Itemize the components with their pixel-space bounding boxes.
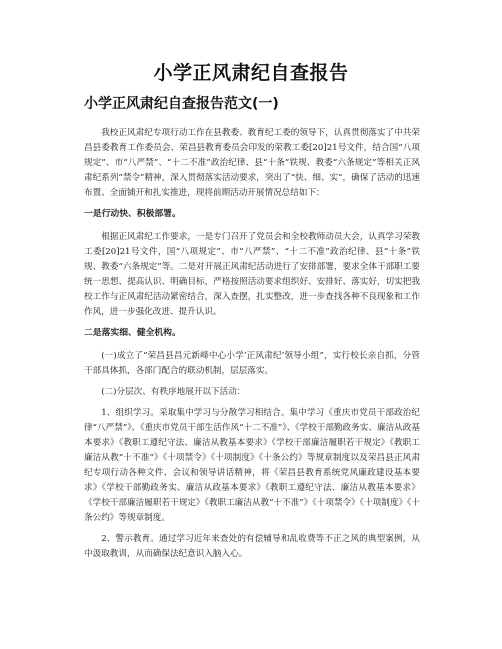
activity-study: 1、组织学习。采取集中学习与分散学习相结合。集中学习《重庆市党员干部政治纪律“八严禁”》、《重庆市党员干部生活作风“十二不准”》、《学校干部勤政务实、廉洁从政基本要求》《教职工遵纪守法、廉洁从教基本要求》《学校干部廉洁履职若干规定》《教职工廉洁从教“十不准”》《十项禁令》《十项制度》《十条公约》等规章制度以及荣昌县正风肃纪专项行动各种文件、会议和领导讲话精神，将《荣昌县教育系统党风廉政建设基本要求》《学校干部勤政务实、廉洁从政基本要求》《教职工遵纪守法、廉洁从教基本要求》《学校干部廉洁履职若干规定》《教职工廉洁从教“十不准”》《十项禁令》《十项制度》《十条公约》等规章制度。	[84, 408, 420, 523]
activity-warning-education: 2、警示教育。通过学习近年来查处的有偿辅导和乱收费等不正之风的典型案例，从中汲取教训，从而确保法纪意识入脑入心。	[84, 534, 420, 559]
section-2-item-2: (二)分层次、有秩序地展开以下活动：	[101, 387, 246, 397]
document-body	[84, 126, 420, 566]
intro-paragraph: 我校正风肃纪专项行动工作在县教委、教育纪工委的领导下，认真贯彻落实了中共荣昌县委教育工作委员会、荣昌县教育委员会印发的荣教工委[20]21号文件，结合国“八项规定”、市“八严禁”、“十二不准”政治纪律、县“十条”铁规、教委“六条规定”等相关正风肃纪系列“禁令”精神，深入贯彻落实活动要求，突出了“快、细、实”，确保了活动的迅速布置、全面铺开和扎实推进，现将前期活动开展情况总结如下：	[84, 128, 420, 198]
section-1-paragraph: 根据正风肃纪工作要求，一是专门召开了党员会和全校教师动员大会，认真学习荣教工委[20]21号文件，国“八项规定”、市“八严禁”、“十二不准”政治纪律、县“十条”铁规、教委“六条规定”等。二是对开展正风肃纪活动进行了安排部署，要求全体干部职工要统一思想、提高认识、明确目标，严格按照活动要求组织好、安排好、落实好，切实把我校工作与正风肃纪活动紧密结合，深入查摆，扎实整改，进一步查找各种不良现象和工作作风，进一步强化改进、提升认识。	[84, 232, 420, 317]
section-heading-2: 二是落实细、健全机构。	[84, 328, 181, 338]
section-heading-1: 一是行动快、积极部署。	[84, 209, 181, 219]
document-subtitle: 小学正风肃纪自查报告范文(一)	[84, 96, 279, 112]
document-title: 小学正风肃纪自查报告	[153, 62, 349, 84]
section-2-item-1: (一)成立了“荣昌县昌元新峰中心小学‘正风肃纪’领导小组”，实行校长亲自抓，分管干部具体抓，各部门配合的联动机制，层层落实。	[84, 351, 420, 376]
